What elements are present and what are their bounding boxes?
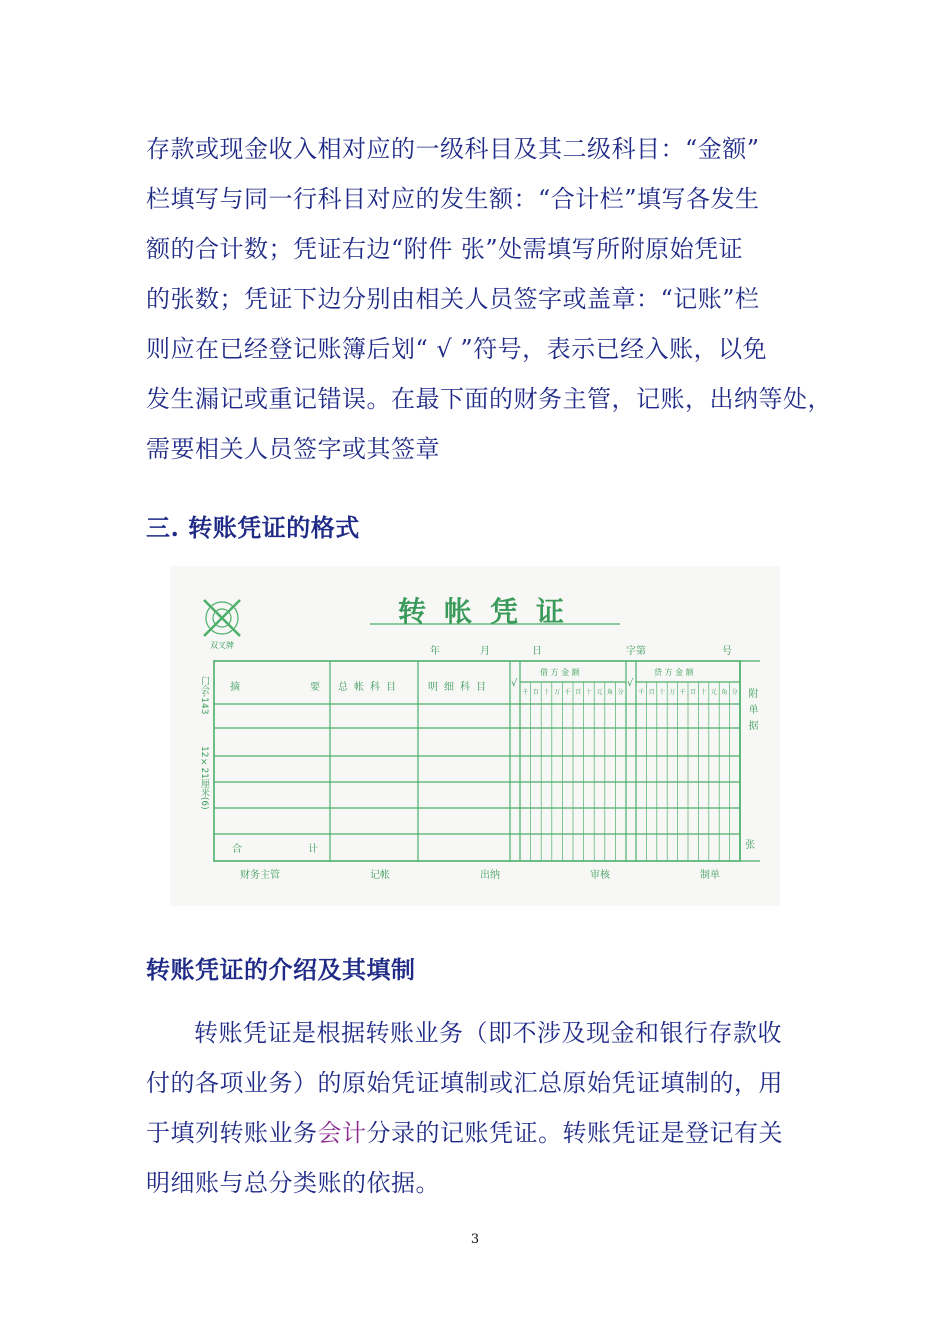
digit-unit: 千 bbox=[679, 689, 686, 696]
digit-unit: 十 bbox=[700, 689, 707, 696]
section-heading-format: 三. 转账凭证的格式 bbox=[146, 513, 360, 542]
logo-caption: 双叉牌 bbox=[210, 641, 234, 650]
digit-unit: 角 bbox=[607, 689, 614, 696]
digit-unit: 万 bbox=[669, 689, 676, 696]
digit-unit: 分 bbox=[731, 689, 738, 696]
digit-unit: 十 bbox=[658, 689, 665, 696]
number-label: 号 bbox=[722, 646, 732, 657]
digit-unit: 万 bbox=[554, 689, 561, 696]
text-line: 需要相关人员签字或其签章 bbox=[146, 435, 440, 463]
text-line: 的张数；凭证下边分别由相关人员签字或盖章：“记账”栏 bbox=[146, 285, 760, 313]
paragraph-introduction bbox=[146, 1008, 816, 1208]
text-line: 存款或现金收入相对应的一级科目及其二级科目：“金额” bbox=[146, 135, 760, 163]
sheet-label: 张 bbox=[745, 840, 755, 851]
text-line: 额的合计数；凭证右边“附件 张”处需填写所附原始凭证 bbox=[146, 235, 744, 263]
col-summary-a: 摘 bbox=[230, 682, 240, 693]
footer-review: 审核 bbox=[590, 870, 610, 881]
digit-unit: 百 bbox=[690, 689, 697, 696]
footer-finance-manager: 财务主管 bbox=[240, 870, 280, 881]
digit-unit: 分 bbox=[617, 689, 624, 696]
page-number: 3 bbox=[470, 1232, 480, 1247]
digit-unit: 十 bbox=[543, 689, 550, 696]
text-line bbox=[146, 1108, 816, 1158]
col-detail-account: 明细科目 bbox=[428, 682, 492, 693]
text-line: 转账凭证是根据转账业务（即不涉及现金和银行存款收 bbox=[194, 1019, 782, 1047]
check-mark: √ bbox=[627, 678, 634, 689]
digit-unit: 百 bbox=[532, 689, 539, 696]
col-general-account: 总帐科目 bbox=[338, 682, 402, 693]
credit-header: 贷 方 金 额 bbox=[654, 668, 694, 677]
footer-bookkeeping: 记帐 bbox=[370, 870, 390, 881]
digit-unit: 千 bbox=[564, 689, 571, 696]
debit-digit-units bbox=[520, 687, 626, 696]
word-no-label: 字第 bbox=[626, 646, 646, 657]
attachment-label: 附单据 bbox=[746, 688, 757, 736]
credit-digit-units bbox=[636, 687, 740, 696]
text-line: 发生漏记或重记错误。在最下面的财务主管，记账，出纳等处， bbox=[146, 385, 832, 413]
text-fragment: 于填列转账业务 bbox=[146, 1119, 318, 1147]
digit-unit: 百 bbox=[575, 689, 582, 696]
digit-unit: 角 bbox=[721, 689, 728, 696]
text-line: 栏填写与同一行科目对应的发生额：“合计栏”填写各发生 bbox=[146, 185, 760, 213]
text-fragment: 分录的记账凭证。转账凭证是登记有关 bbox=[366, 1119, 783, 1147]
signature-footer bbox=[240, 866, 720, 881]
paragraph-instructions bbox=[146, 124, 832, 474]
date-month: 月 bbox=[480, 646, 490, 657]
form-size: 12×21厘米(6) bbox=[199, 746, 209, 810]
accounting-link[interactable]: 会计 bbox=[317, 1119, 367, 1147]
digit-unit: 十 bbox=[585, 689, 592, 696]
transfer-voucher-image bbox=[170, 566, 780, 906]
footer-prepared-by: 制单 bbox=[700, 870, 720, 881]
voucher-title: 转帐凭证 bbox=[398, 595, 583, 628]
debit-header: 借 方 金 额 bbox=[540, 668, 580, 677]
total-label-a: 合 bbox=[232, 844, 242, 855]
total-label-b: 计 bbox=[308, 844, 318, 855]
footer-cashier: 出纳 bbox=[480, 870, 500, 881]
digit-unit: 元 bbox=[596, 689, 603, 696]
digit-unit: 百 bbox=[648, 689, 655, 696]
col-summary-b: 要 bbox=[310, 682, 320, 693]
date-year: 年 bbox=[430, 646, 440, 657]
date-day: 日 bbox=[532, 646, 542, 657]
form-code: 门会-143 bbox=[199, 676, 209, 715]
text-line: 则应在已经登记账簿后划“ √ ”符号，表示已经入账，以免 bbox=[146, 335, 768, 363]
digit-unit: 千 bbox=[522, 689, 529, 696]
text-line: 明细账与总分类账的依据。 bbox=[146, 1169, 440, 1197]
section-heading-introduction: 转账凭证的介绍及其填制 bbox=[146, 955, 416, 984]
digit-unit: 千 bbox=[638, 689, 645, 696]
check-mark: √ bbox=[511, 678, 518, 689]
digit-unit: 元 bbox=[710, 689, 717, 696]
text-line: 付的各项业务）的原始凭证填制或汇总原始凭证填制的，用 bbox=[146, 1069, 783, 1097]
